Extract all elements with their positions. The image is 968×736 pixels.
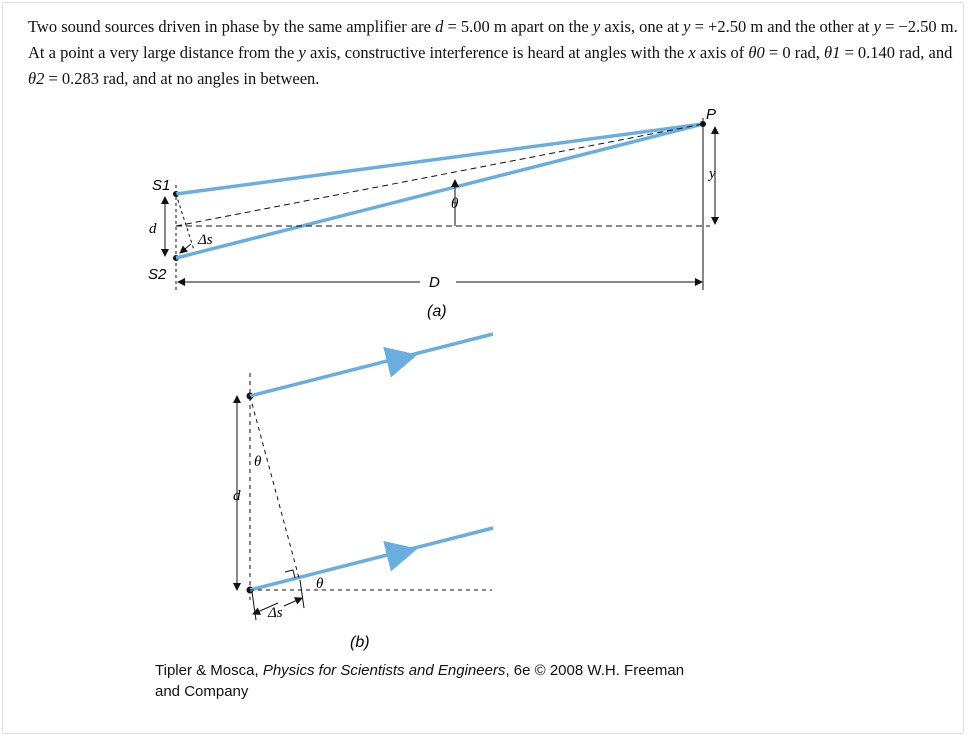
delta-s-arrow-right [284, 598, 302, 606]
var-x: x [688, 43, 696, 62]
var-theta1: θ1 [824, 43, 841, 62]
problem-text: axis, one at [600, 17, 684, 36]
s1-label: S1 [152, 177, 171, 194]
delta-s-label: Δs [198, 232, 213, 248]
delta-s-tick-left [252, 592, 256, 620]
theta-label: θ [451, 196, 459, 212]
problem-text: axis, constructive interference is heard at angles with the [305, 43, 689, 62]
var-theta0: θ0 [748, 43, 765, 62]
caption-b: (b) [350, 634, 370, 651]
lower-ray [250, 528, 493, 590]
theta-label-lower: θ [316, 576, 324, 592]
problem-text: = +2.50 m and the other at [690, 17, 874, 36]
D-label: D [429, 274, 440, 291]
credit-text: Tipler & Mosca, [155, 662, 263, 679]
var-y: y [592, 17, 601, 36]
center-ray-line [176, 124, 703, 226]
d-label: d [149, 221, 157, 237]
s2-label: S2 [148, 266, 167, 283]
figure-a [148, 106, 716, 320]
problem-text: = 5.00 m apart on the [443, 17, 593, 36]
ray-from-s2 [176, 124, 703, 258]
var-y: y [298, 43, 306, 62]
var-d: d [435, 17, 444, 36]
figure-b [233, 334, 493, 651]
path-difference-perpendicular [176, 194, 194, 250]
var-y: y [873, 17, 881, 36]
P-label: P [706, 106, 717, 123]
figure-credit [155, 660, 715, 702]
upper-ray [250, 334, 493, 396]
ray-from-s1 [176, 124, 703, 194]
perpendicular-dashed-line [250, 396, 299, 578]
delta-s-tick-right [300, 580, 304, 608]
var-y: y [683, 17, 691, 36]
credit-text: , 6e © 2008 W.H. Freeman [505, 662, 685, 679]
var-theta2: θ2 [28, 69, 45, 88]
problem-text: = 0.283 rad, and at no angles in between. [44, 69, 320, 88]
problem-text: axis of [695, 43, 749, 62]
problem-text: = 0.140 rad, and [840, 43, 953, 62]
credit-text: and Company [155, 683, 249, 700]
credit-book-title: Physics for Scientists and Engineers [262, 662, 506, 679]
problem-text: = −2.50 m. At a point a very large distance from the [28, 17, 958, 62]
caption-a: (a) [427, 303, 447, 320]
right-angle-marker [285, 570, 295, 578]
problem-text: Two sound sources driven in phase by the same amplifier are [28, 17, 436, 36]
delta-s-label-b: Δs [268, 605, 283, 621]
theta-label-upper: θ [254, 454, 262, 470]
problem-text: = 0 rad, [764, 43, 825, 62]
y-label: y [709, 166, 716, 182]
d-label-b: d [233, 488, 241, 504]
delta-s-arrow [180, 244, 191, 253]
